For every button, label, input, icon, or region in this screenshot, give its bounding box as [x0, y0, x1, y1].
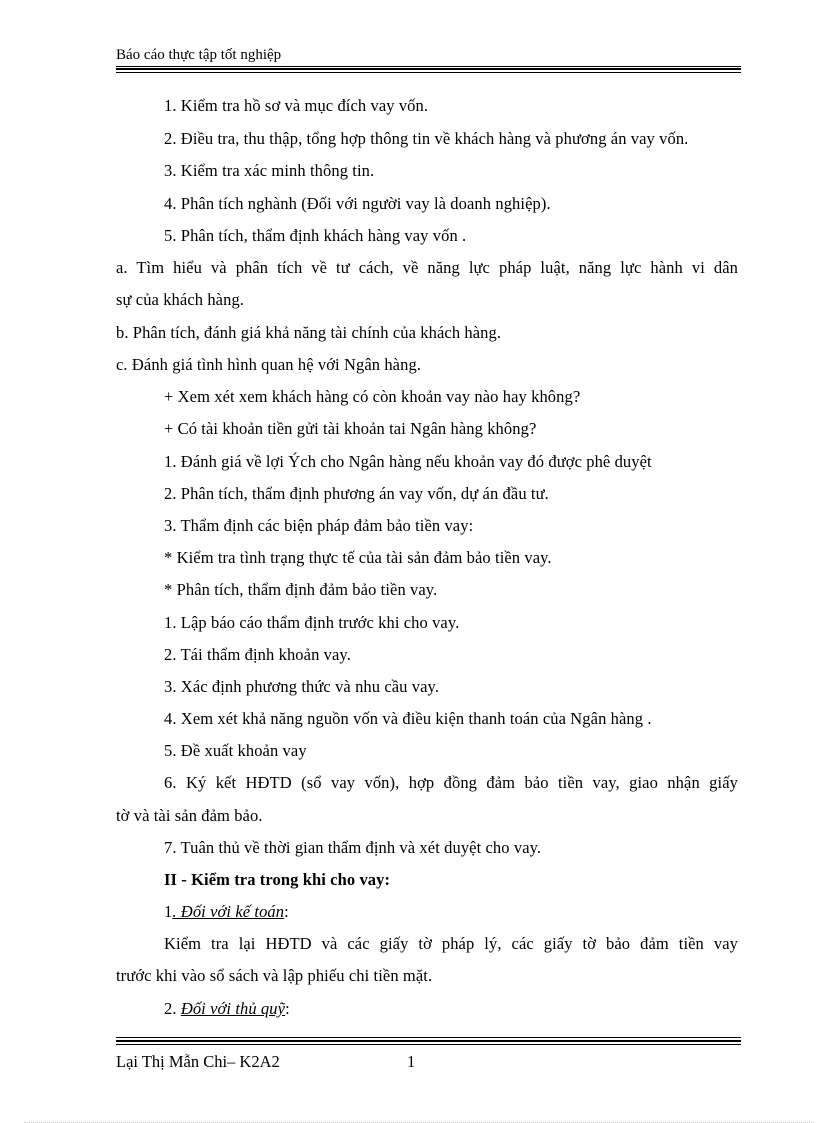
list-item: + Xem xét xem khách hàng có còn khoản vay nào hay không?: [164, 387, 581, 406]
header-title: Báo cáo thực tập tốt nghiệp: [116, 47, 282, 63]
header-rule-thin-bottom: [116, 72, 741, 73]
list-item: 4. Xem xét khả năng nguồn vốn và điều kiện thanh toán của Ngân hàng .: [164, 709, 652, 728]
list-item: + Có tài khoản tiền gửi tài khoản tai Ngân hàng không?: [164, 419, 537, 438]
list-item: 3. Thẩm định các biện pháp đảm bảo tiền vay:: [164, 516, 474, 535]
list-item: 7. Tuân thủ về thời gian thẩm định và xét duyệt cho vay.: [164, 838, 542, 857]
footer-rule-thin-top: [116, 1037, 741, 1038]
footer-rule-thin-bottom: [116, 1044, 741, 1045]
paragraph-line: c. Đánh giá tình hình quan hệ với Ngân hàng.: [116, 355, 422, 374]
paragraph-line: sự của khách hàng.: [116, 290, 245, 309]
list-item: 3. Kiểm tra xác minh thông tin.: [164, 161, 375, 180]
paragraph-line: a. Tìm hiểu và phân tích về tư cách, về năng lực pháp luật, năng lực hành vi dân: [116, 258, 738, 277]
list-item: * Phân tích, thẩm định đảm bảo tiền vay.: [164, 580, 438, 599]
subheading-colon: :: [284, 902, 289, 921]
paragraph-line: Kiểm tra lại HĐTD và các giấy tờ pháp lý, các giấy tờ bảo đảm tiền vay: [164, 934, 738, 953]
list-item: 2. Phân tích, thẩm định phương án vay vốn, dự án đầu tư.: [164, 484, 549, 503]
paragraph-line: trước khi vào sổ sách và lập phiếu chi tiền mặt.: [116, 966, 433, 985]
list-item: 3. Xác định phương thức và nhu cầu vay.: [164, 677, 440, 696]
footer-author: Lại Thị Mẫn Chi– K2A2: [116, 1052, 280, 1071]
paragraph-line: b. Phân tích, đánh giá khả năng tài chính của khách hàng.: [116, 323, 502, 342]
subheading-text: Đối với thủ quỹ: [180, 999, 286, 1018]
header-rule-thin-top: [116, 66, 741, 67]
list-item: 2. Tái thẩm định khoản vay.: [164, 645, 351, 664]
paragraph-line: 6. Ký kết HĐTD (sổ vay vốn), hợp đồng đảm bảo tiền vay, giao nhận giấy: [164, 773, 738, 792]
list-item: 1. Đánh giá về lợi Ých cho Ngân hàng nếu khoản vay đó được phê duyệt: [164, 452, 652, 471]
footer-rule-thick: [116, 1040, 741, 1042]
subheading-number: 2.: [164, 999, 181, 1018]
header-rule-thick: [116, 68, 741, 70]
subheading-colon: :: [285, 999, 290, 1018]
subheading: [164, 999, 290, 1019]
list-item: 1. Lập báo cáo thẩm định trước khi cho vay.: [164, 613, 460, 632]
section-heading: II - Kiểm tra trong khi cho vay:: [164, 870, 391, 889]
list-item: 1. Kiểm tra hồ sơ và mục đích vay vốn.: [164, 96, 429, 115]
list-item: 4. Phân tích nghành (Đối với người vay là doanh nghiệp).: [164, 194, 551, 213]
subheading: [164, 902, 289, 922]
subheading-number: 1: [164, 902, 173, 921]
subheading-text: . Đối với kế toán: [172, 902, 285, 921]
list-item: 5. Đề xuất khoản vay: [164, 741, 307, 760]
list-item: 2. Điều tra, thu thập, tổng hợp thông tin về khách hàng và phương án vay vốn.: [164, 129, 689, 148]
paragraph-line: tờ và tài sản đảm bảo.: [116, 806, 263, 825]
list-item: 5. Phân tích, thẩm định khách hàng vay vốn .: [164, 226, 467, 245]
list-item: * Kiểm tra tình trạng thực tế của tài sản đảm bảo tiền vay.: [164, 548, 552, 567]
page-number: 1: [407, 1052, 416, 1071]
